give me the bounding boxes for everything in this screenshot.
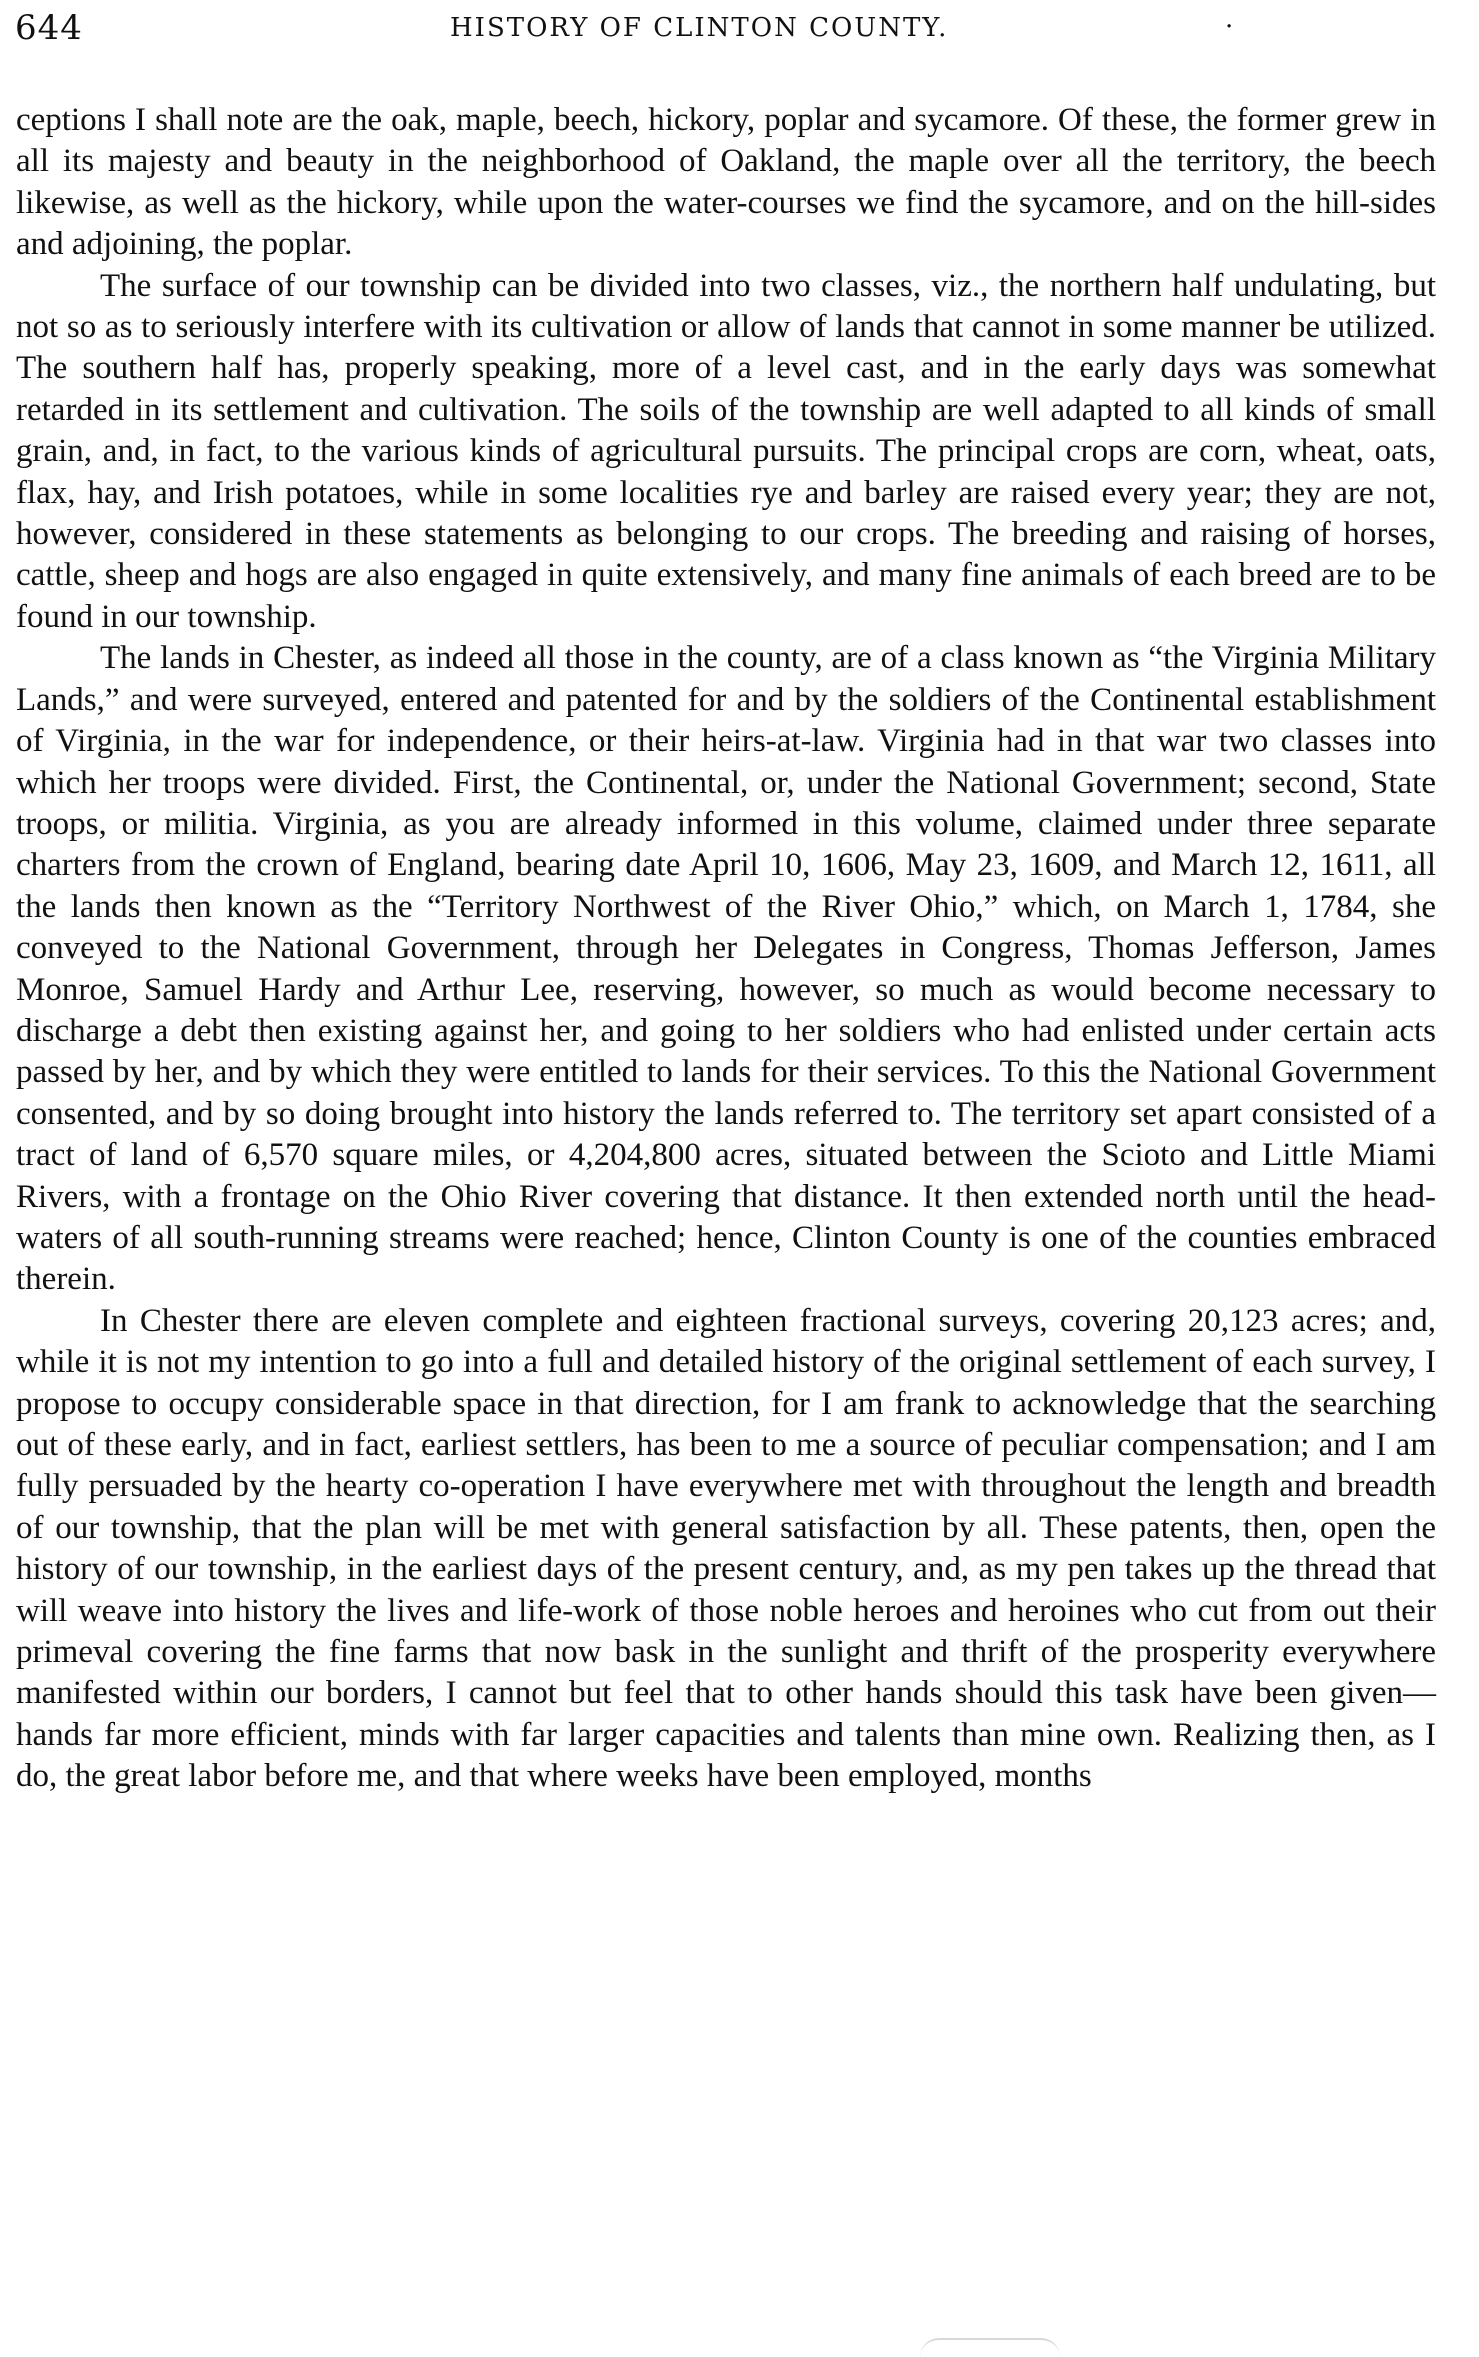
header-mark: · (1225, 12, 1234, 42)
page-number: 644 (15, 8, 83, 48)
running-head: HISTORY OF CLINTON COUNTY. (450, 13, 949, 43)
page-header (15, 8, 1449, 58)
paragraph-1: ceptions I shall note are the oak, maple, beech, hickory, poplar and sycamore. Of these, the former grew in all its majesty and beauty in the neighborhood of Oakland, the maple over all the territory, the beech likewise, as well as the hickory, while upon the water-courses we find the sycamore, and on the hill-sides and adjoining, the poplar. (16, 102, 1436, 263)
body-text (16, 100, 1436, 1798)
paragraph-2: The surface of our township can be divided into two classes, viz., the northern half undulating, but not so as to seriously interfere with its cultivation or allow of lands that cannot in some manner be utilized. The southern half has, properly speaking, more of a level cast, and in the early days was somewhat retarded in its settlement and cultivation. The soils of the township are well adapted to all kinds of small grain, and, in fact, to the various kinds of agricultural pursuits. The principal crops are corn, wheat, oats, flax, hay, and Irish potatoes, while in some localities rye and barley are raised every year; they are not, however, considered in these statements as belonging to our crops. The breeding and raising of horses, cattle, sheep and hogs are also engaged in quite extensively, and many fine animals of each breed are to be found in our township. (16, 267, 1436, 635)
scan-artifact (920, 2338, 1060, 2357)
paragraph-3: The lands in Chester, as indeed all those in the county, are of a class known as “the Virginia Military Lands,” and were surveyed, entered and patented for and by the soldiers of the Continental establishment of Virginia, in the war for independence, or their heirs-at-law. Virginia had in that war two classes into which her troops were divided. First, the Continental, or, under the National Government; second, State troops, or militia. Virginia, as you are already informed in this volume, claimed under three separate charters from the crown of England, bearing date April 10, 1606, May 23, 1609, and March 12, 1611, all the lands then known as the “Territory Northwest of the River Ohio,” which, on March 1, 1784, she conveyed to the National Government, through her Delegates in Congress, Thomas Jefferson, James Monroe, Samuel Hardy and Arthur Lee, reserving, however, so much as would become necessary to discharge a debt then existing against her, and going to her soldiers who had enlisted under certain acts passed by her, and by which they were entitled to lands for their services. To this the National Government consented, and by so doing brought into history the lands referred to. The territory set apart consisted of a tract of land of 6,570 square miles, or 4,204,800 acres, situated between the Scioto and Little Miami Rivers, with a frontage on the Ohio River covering that distance. It then extended north until the head-waters of all south-running streams were reached; hence, Clinton County is one of the counties embraced therein. (16, 640, 1436, 1298)
paragraph-4: In Chester there are eleven complete and eighteen fractional surveys, covering 20,123 acres; and, while it is not my intention to go into a full and detailed history of the original settlement of each survey, I propose to occupy considerable space in that direction, for I am frank to acknowledge that the searching out of these early, and in fact, earliest settlers, has been to me a source of peculiar compensation; and I am fully persuaded by the hearty co-operation I have everywhere met with throughout the length and breadth of our township, that the plan will be met with general satisfaction by all. These patents, then, open the history of our township, in the earliest days of the present century, and, as my pen takes up the thread that will weave into history the lives and life-work of those noble heroes and heroines who cut from out their primeval covering the fine farms that now bask in the sunlight and thrift of the prosperity everywhere manifested within our borders, I cannot but feel that to other hands should this task have been given—hands far more efficient, minds with far larger capacities and talents than mine own. Realizing then, as I do, the great labor before me, and that where weeks have been employed, months (16, 1302, 1436, 1795)
